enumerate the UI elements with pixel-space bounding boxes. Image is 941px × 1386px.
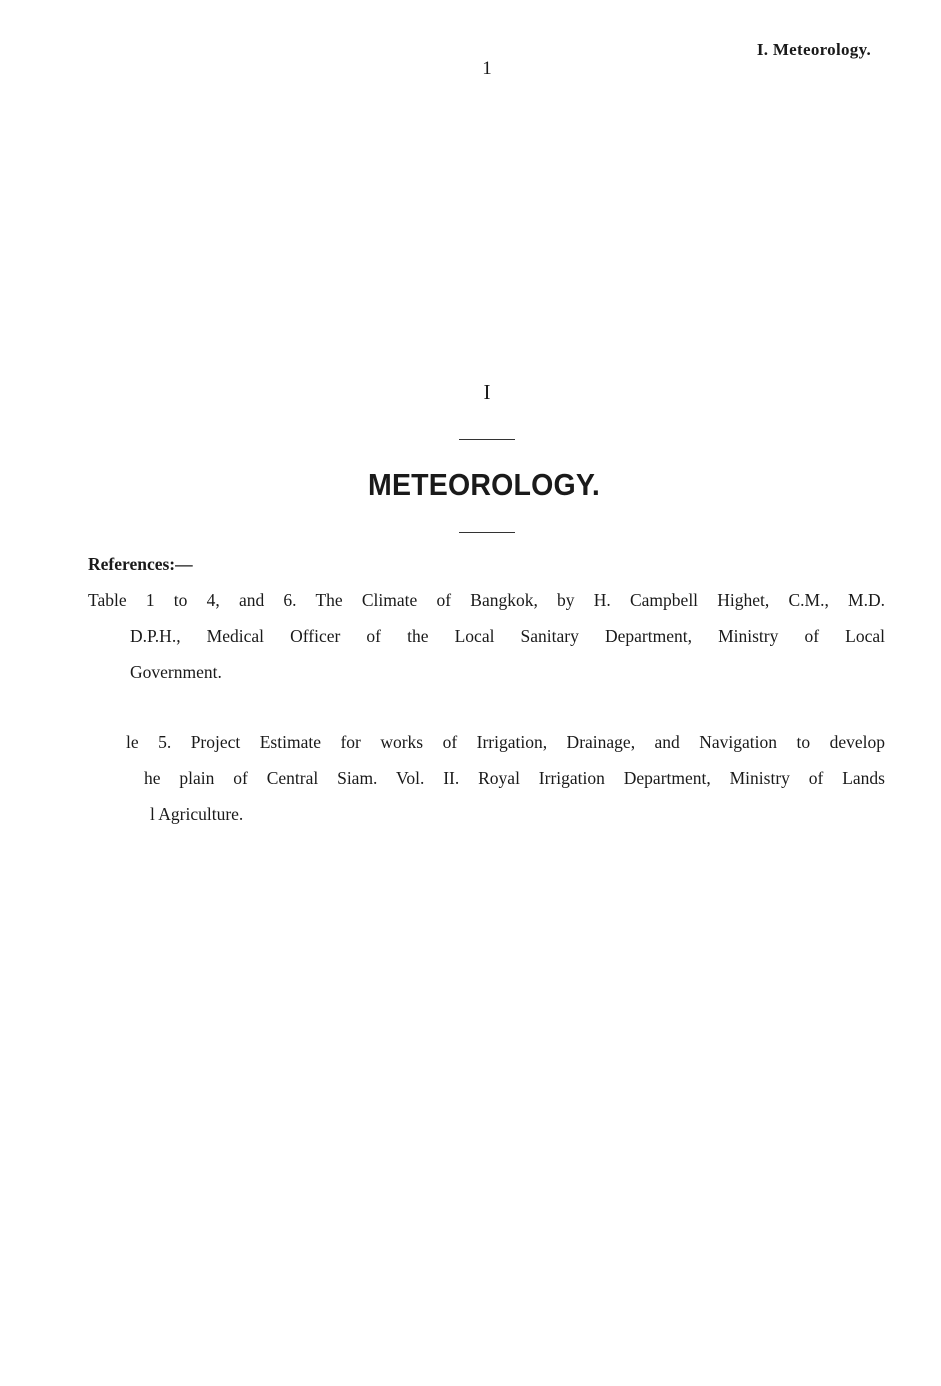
reference-2-line-2: he plain of Central Siam. Vol. II. Royal Irrigation Department, Ministry of Lands [144,768,885,788]
running-head: I. Meteorology. [756,40,871,59]
reference-entry-2 [88,724,885,832]
section-title: METEOROLOGY. [368,467,600,502]
reference-2-line-1: le 5. Project Estimate for works of Irrigation, Drainage, and Navigation to develop [126,732,885,752]
divider-rule-bottom [459,532,515,533]
reference-1-line-1: Table 1 to 4, and 6. The Climate of Bangkok, by H. Campbell Highet, C.M., M.D. [88,590,885,610]
reference-entry-1 [88,582,885,690]
page-number: 1 [482,58,492,79]
reference-2-line-3: l Agriculture. [150,804,244,824]
section-numeral: I [483,380,491,404]
divider-rule-top [459,439,515,440]
reference-1-line-3: Government. [130,662,222,682]
reference-1-line-2: D.P.H., Medical Officer of the Local Sanitary Department, Ministry of Local [130,626,885,646]
references-heading: References:— [88,554,193,574]
